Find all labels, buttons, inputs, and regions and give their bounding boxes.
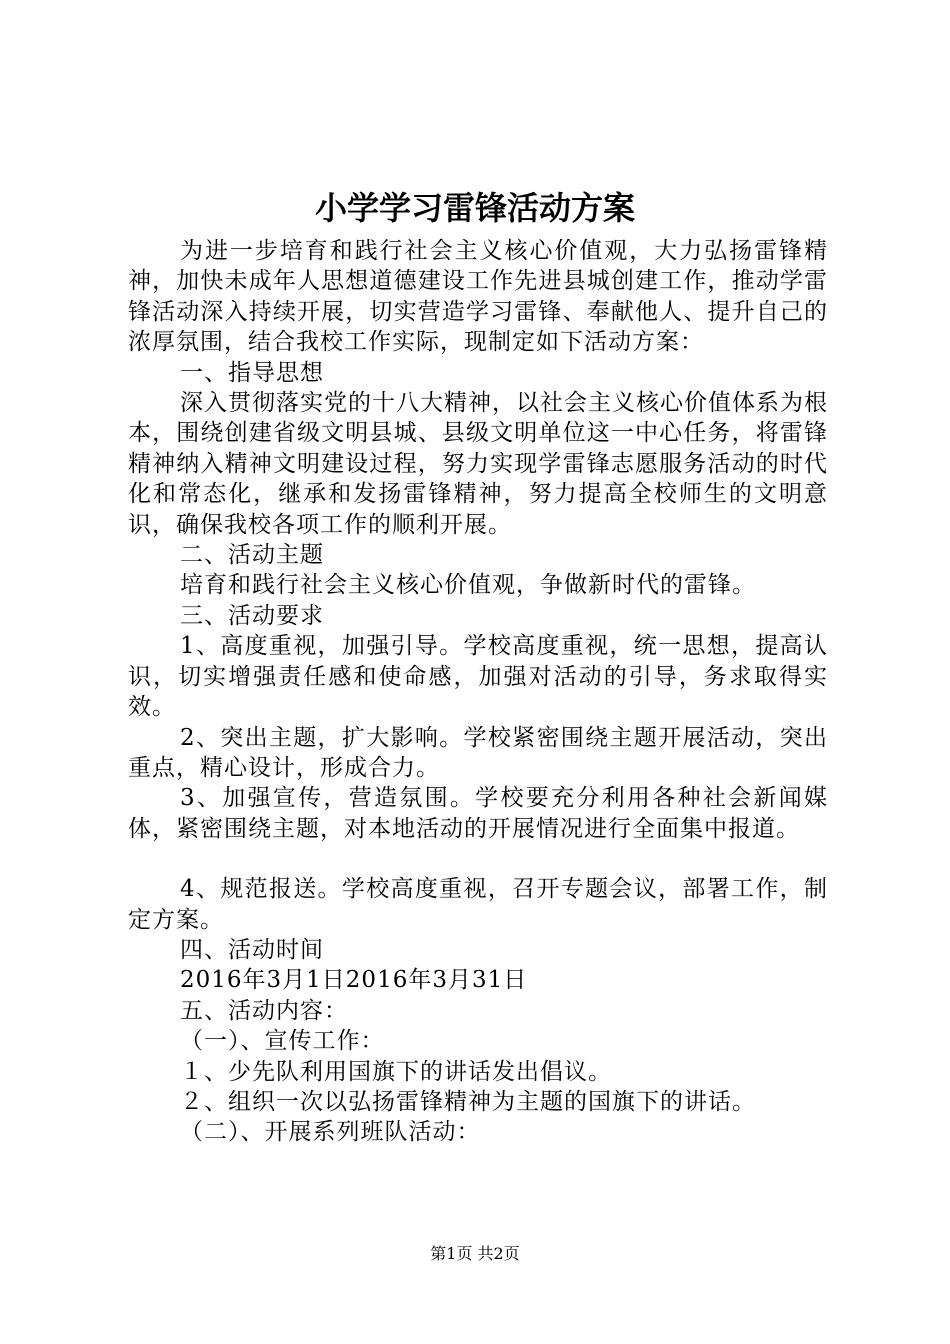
section-heading-time: 四、活动时间 — [180, 936, 324, 963]
requirement-item-2: 2、突出主题，扩大影响。学校紧密围绕主题开展活动，突出重点，精心设计，形成合力。 — [128, 724, 828, 781]
publicity-item-2: ２、组织一次以弘扬雷锋精神为主题的国旗下的讲话。 — [180, 1088, 756, 1115]
subsection-class-activities: （二）、开展系列班队活动： — [180, 1119, 481, 1146]
section-heading-content: 五、活动内容： — [180, 997, 348, 1024]
theme-paragraph: 培育和践行社会主义核心价值观，争做新时代的雷锋。 — [180, 572, 756, 599]
guiding-ideology-paragraph: 深入贯彻落实党的十八大精神，以社会主义核心价值体系为根本，围绕创建省级文明县城、县级文明单位这一中心任务，将雷锋精神纳入精神文明建设过程，努力实现学雷锋志愿服务活动的时代化和常态化，继承和发扬雷锋精神，努力提高全校师生的文明意识，确保我校各项工作的顺利开展。 — [128, 390, 828, 538]
intro-paragraph: 为进一步培育和践行社会主义核心价值观，大力弘扬雷锋精神，加快未成年人思想道德建设工作先进县城创建工作，推动学雷锋活动深入持续开展，切实营造学习雷锋、奉献他人、提升自己的浓厚氛围，结合我校工作实际，现制定如下活动方案： — [128, 238, 828, 356]
section-heading-guiding-ideology: 一、指导思想 — [180, 359, 324, 386]
requirement-item-1: 1、高度重视，加强引导。学校高度重视，统一思想，提高认识，切实增强责任感和使命感，加强对活动的引导，务求取得实效。 — [128, 633, 828, 721]
requirement-item-4: 4、规范报送。学校高度重视，召开专题会议，部署工作，制定方案。 — [128, 876, 828, 933]
document-title: 小学学习雷锋活动方案 — [314, 189, 635, 227]
publicity-item-1: １、少先队利用国旗下的讲话发出倡议。 — [180, 1058, 612, 1085]
section-heading-requirements: 三、活动要求 — [180, 602, 324, 629]
requirement-item-3: 3、加强宣传，营造氛围。学校要充分利用各种社会新闻媒体，紧密围绕主题，对本地活动的开展情况进行全面集中报道。 — [128, 785, 828, 842]
document-body — [128, 236, 828, 1148]
paragraph-spacer — [128, 844, 828, 874]
activity-time-paragraph: 2016年3月1日2016年3月31日 — [180, 967, 528, 994]
section-heading-theme: 二、活动主题 — [180, 542, 324, 569]
page-footer: 第1页 共2页 — [430, 1244, 520, 1263]
subsection-publicity: （一）、宣传工作： — [180, 1028, 385, 1055]
